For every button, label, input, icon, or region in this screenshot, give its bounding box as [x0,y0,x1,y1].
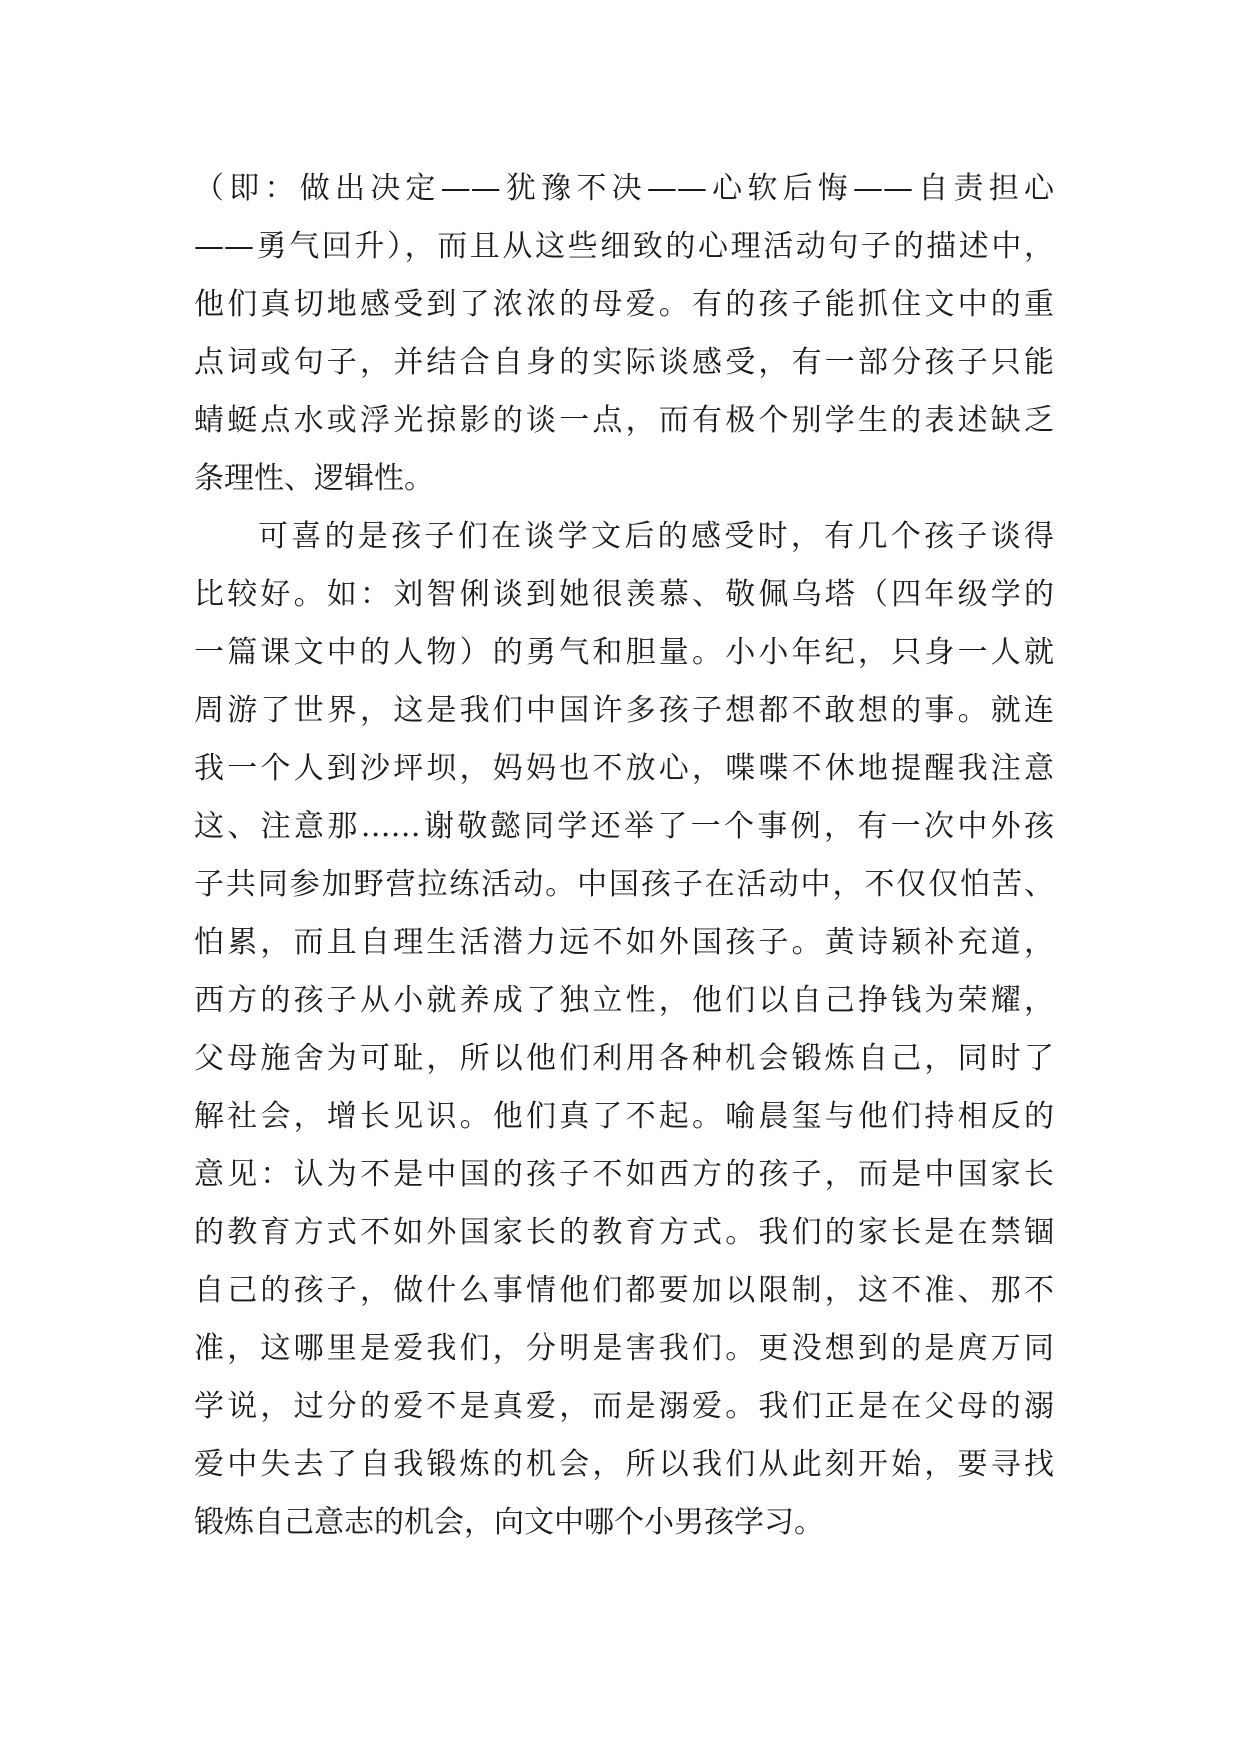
text-line: 他们真切地感受到了浓浓的母爱。有的孩子能抓住文中的重 [194,287,1054,322]
text-line: 点词或句子，并结合自身的实际谈感受，有一部分孩子只能 [194,345,1054,380]
text-line: （即：做出决定——犹豫不决——心软后悔——自责担心 [194,171,1054,206]
text-line: 爱中失去了自我锻炼的机会，所以我们从此刻开始，要寻找 [194,1447,1054,1482]
text-line: 西方的孩子从小就养成了独立性，他们以自己挣钱为荣耀， [194,983,1054,1018]
text-line: 父母施舍为可耻，所以他们利用各种机会锻炼自己，同时了 [194,1041,1054,1076]
text-line: 比较好。如：刘智俐谈到她很羡慕、敬佩乌塔（四年级学的 [194,577,1054,612]
text-line: 怕累，而且自理生活潜力远不如外国孩子。黄诗颖补充道， [194,925,1054,960]
paragraph-1 [194,160,1054,508]
text-line: 这、注意那……谢敬懿同学还举了一个事例，有一次中外孩 [194,809,1054,844]
text-line: 的教育方式不如外国家长的教育方式。我们的家长是在禁锢 [194,1215,1054,1250]
text-line: 意见：认为不是中国的孩子不如西方的孩子，而是中国家长 [194,1157,1054,1192]
text-line: 自己的孩子，做什么事情他们都要加以限制，这不准、那不 [194,1273,1054,1308]
text-line: 锻炼自己意志的机会，向文中哪个小男孩学习。 [194,1505,824,1540]
text-line: 解社会，增长见识。他们真了不起。喻晨玺与他们持相反的 [194,1099,1054,1134]
text-line: 子共同参加野营拉练活动。中国孩子在活动中，不仅仅怕苦、 [194,867,1054,902]
text-line: 我一个人到沙坪坝，妈妈也不放心，喋喋不休地提醒我注意 [194,751,1054,786]
paragraph-2 [194,508,1054,1552]
text-line: 可喜的是孩子们在谈学文后的感受时，有几个孩子谈得 [258,519,1054,554]
text-line: 条理性、逻辑性。 [194,461,434,496]
text-line: 周游了世界，这是我们中国许多孩子想都不敢想的事。就连 [194,693,1054,728]
text-line: ——勇气回升），而且从这些细致的心理活动句子的描述中， [194,229,1054,264]
text-line: 学说，过分的爱不是真爱，而是溺爱。我们正是在父母的溺 [194,1389,1054,1424]
text-line: 蜻蜓点水或浮光掠影的谈一点，而有极个别学生的表述缺乏 [194,403,1054,438]
document-body [194,160,1054,1552]
text-line: 一篇课文中的人物）的勇气和胆量。小小年纪，只身一人就 [194,635,1054,670]
text-line: 准，这哪里是爱我们，分明是害我们。更没想到的是庹万同 [194,1331,1054,1366]
